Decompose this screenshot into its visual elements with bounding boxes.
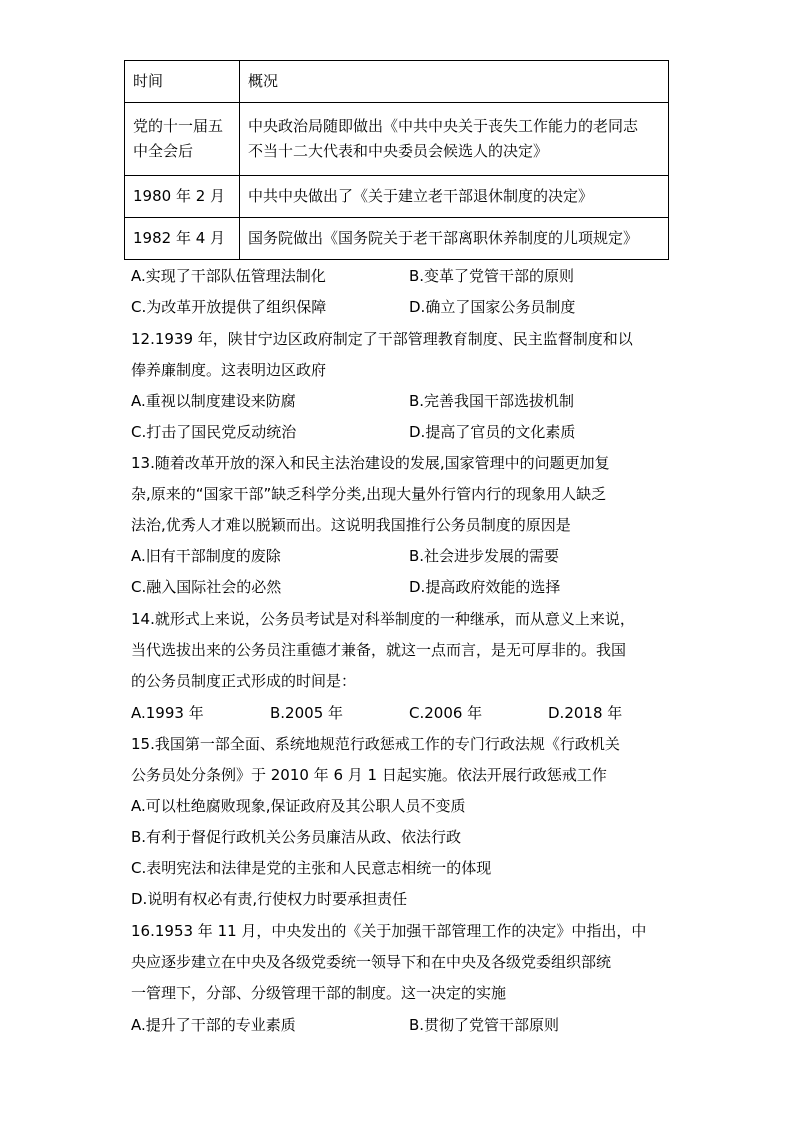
time-line-1: 党的十一届五 <box>133 117 224 135</box>
table-row <box>125 103 669 176</box>
q11-option-b: B.变革了党管干部的原则 <box>409 267 575 285</box>
q12-option-c: C.打击了国民党反动统治 <box>131 423 297 441</box>
q16-stem-line-2: 央应逐步建立在中央及各级党委统一领导下和在中央及各级党委组织部统 <box>131 953 612 971</box>
q12-stem-line-2: 俸养廉制度。这表明边区政府 <box>131 361 327 379</box>
table-cell-time <box>125 103 240 176</box>
q15-stem-line-1: 15.我国第一部全面、系统地规范行政惩戒工作的专门行政法规《行政机关 <box>131 735 620 753</box>
q15-stem-line-2: 公务员处分条例》于 2010 年 6 月 1 日起实施。依法开展行政惩戒工作 <box>131 766 607 784</box>
q16-stem-line-1: 16.1953 年 11 月，中央发出的《关于加强干部管理工作的决定》中指出，中 <box>131 922 647 940</box>
table-cell-desc: 中共中央做出了《关于建立老干部退休制度的决定》 <box>240 176 669 218</box>
table-header-row <box>125 61 669 103</box>
q14-stem-line-2: 当代选拔出来的公务员注重德才兼备，就这一点而言，是无可厚非的。我国 <box>131 641 627 659</box>
q14-option-d: D.2018 年 <box>548 704 623 722</box>
q16-stem-line-3: 一管理下，分部、分级管理干部的制度。这一决定的实施 <box>131 984 507 1002</box>
q15-option-c: C.表明宪法和法律是党的主张和人民意志相统一的体现 <box>131 859 492 877</box>
history-table <box>124 60 669 260</box>
q14-stem-line-3: 的公务员制度正式形成的时间是： <box>131 672 357 690</box>
desc-line-2: 不当十二大代表和中央委员会候选人的决定》 <box>248 142 549 160</box>
q13-option-b: B.社会进步发展的需要 <box>409 547 560 565</box>
q13-stem-line-2: 杂,原来的“国家干部”缺乏科学分类,出现大量外行管内行的现象用人缺乏 <box>131 485 607 503</box>
q12-stem-line-1: 12.1939 年，陕甘宁边区政府制定了干部管理教育制度、民主监督制度和以 <box>131 330 633 348</box>
q11-option-c: C.为改革开放提供了组织保障 <box>131 298 327 316</box>
q15-option-b: B.有利于督促行政机关公务员廉洁从政、依法行政 <box>131 828 462 846</box>
q14-option-c: C.2006 年 <box>409 704 483 722</box>
q13-option-c: C.融入国际社会的必然 <box>131 578 282 596</box>
header-time: 时间 <box>125 61 240 103</box>
q16-option-a: A.提升了干部的专业素质 <box>131 1016 296 1034</box>
table-row <box>125 218 669 260</box>
q14-stem-line-1: 14.就形式上来说，公务员考试是对科举制度的一种继承，而从意义上来说， <box>131 610 635 628</box>
q11-option-a: A.实现了干部队伍管理法制化 <box>131 267 326 285</box>
q12-option-b: B.完善我国干部选拔机制 <box>409 392 575 410</box>
q12-option-a: A.重视以制度建设来防腐 <box>131 392 296 410</box>
q13-option-a: A.旧有干部制度的废除 <box>131 547 281 565</box>
q13-stem-line-3: 法治,优秀人才难以脱颖而出。这说明我国推行公务员制度的原因是 <box>131 516 571 534</box>
table-cell-desc <box>240 103 669 176</box>
q13-option-d: D.提高政府效能的选择 <box>409 578 561 596</box>
q15-option-d: D.说明有权必有责,行使权力时要承担责任 <box>131 890 408 908</box>
q11-option-d: D.确立了国家公务员制度 <box>409 298 576 316</box>
q14-option-a: A.1993 年 <box>131 704 204 722</box>
q15-option-a: A.可以杜绝腐败现象,保证政府及其公职人员不变质 <box>131 797 466 815</box>
q13-stem-line-1: 13.随着改革开放的深入和民主法治建设的发展,国家管理中的问题更加复 <box>131 454 610 472</box>
q12-option-d: D.提高了官员的文化素质 <box>409 423 576 441</box>
table-cell-desc: 国务院做出《国务院关于老干部离职休养制度的儿项规定》 <box>240 218 669 260</box>
table-cell-time: 1980 年 2 月 <box>125 176 240 218</box>
time-line-2: 中全会后 <box>133 142 194 160</box>
table-cell-time: 1982 年 4 月 <box>125 218 240 260</box>
header-overview: 概况 <box>240 61 669 103</box>
desc-line-1: 中央政治局随即做出《中共中央关于丧失工作能力的老同志 <box>248 117 639 135</box>
table-row <box>125 176 669 218</box>
q16-option-b: B.贯彻了党管干部原则 <box>409 1016 560 1034</box>
q14-option-b: B.2005 年 <box>270 704 344 722</box>
